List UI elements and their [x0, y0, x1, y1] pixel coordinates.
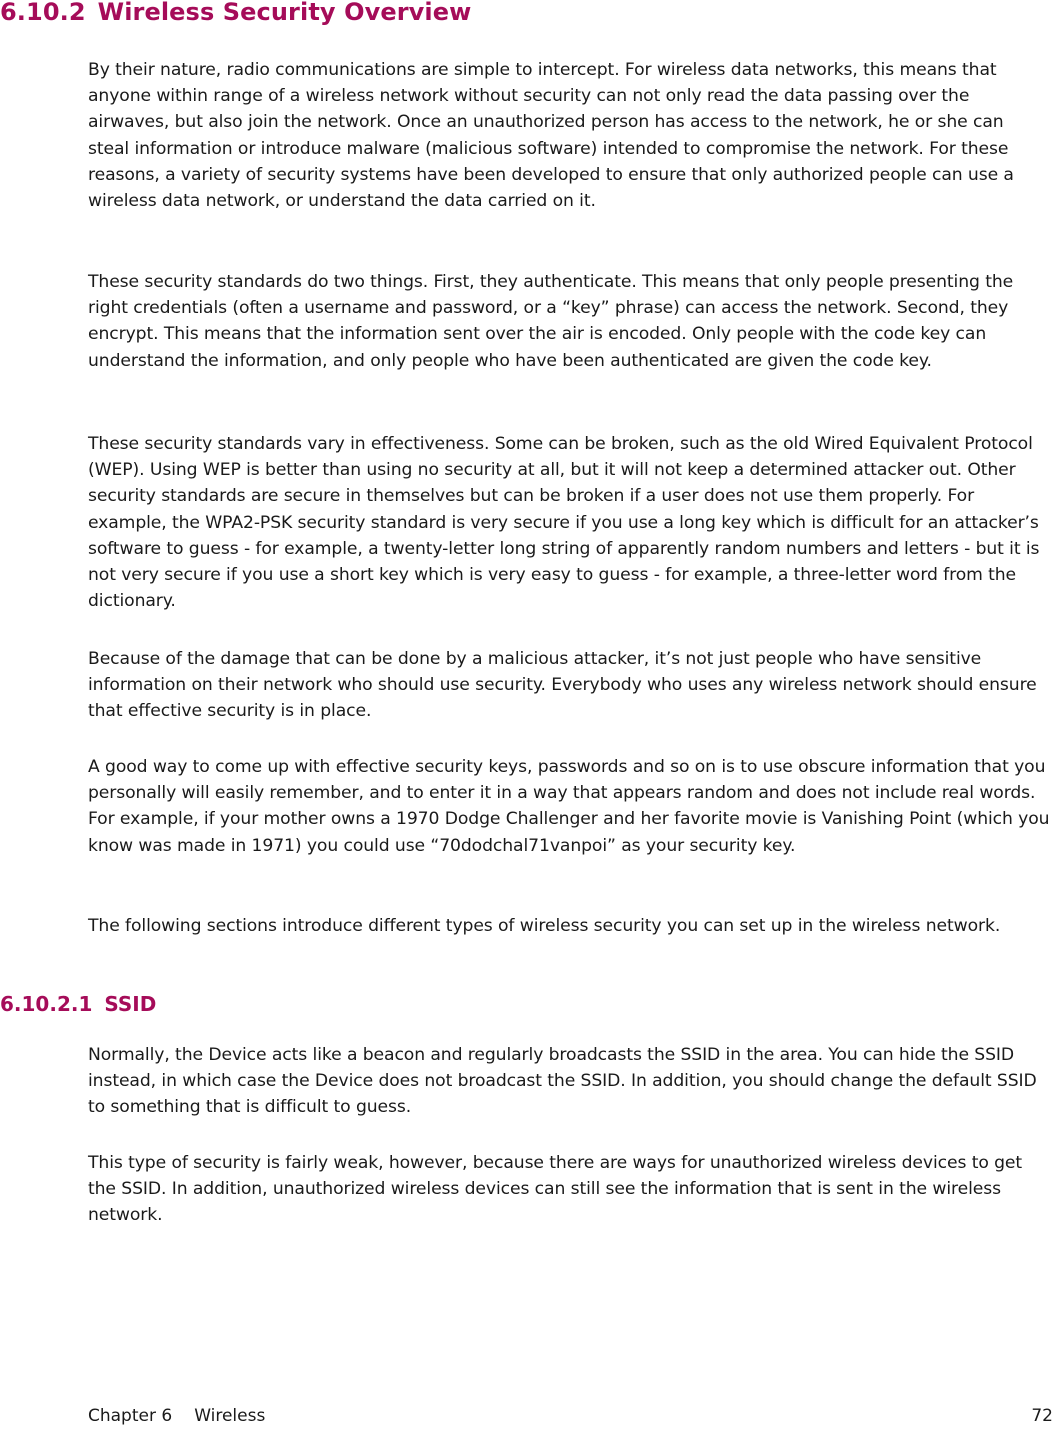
body-paragraph: By their nature, radio communications are simple to intercept. For wireless data networks, this means that anyone within range of a wireless network without security can not only read the data passing over the airwaves, but also join the network. Once an unauthorized person has access to the network, he or she can steal information or introduce malware (malicious software) intended to compromise the network. For these reasons, a variety of security systems have been developed to ensure that only authorized people can use a wireless data network, or understand the data carried on it. [88, 60, 1014, 212]
section-number: 6.10.2 [0, 0, 86, 26]
footer-chapter-title: Wireless [194, 1406, 266, 1426]
body-paragraph: These security standards do two things. First, they authenticate. This means that only people presenting the right credentials (often a username and password, or a “key” phrase) can access the network. Second, they encrypt. This means that the information sent over the air is encoded. Only people with the code key can understand the information, and only people who have been authenticated are given the code key. [88, 272, 1014, 371]
body-paragraph: The following sections introduce different types of wireless security you can set up in the wireless network. [88, 916, 1001, 936]
body-paragraph: These security standards vary in effectiveness. Some can be broken, such as the old Wired Equivalent Protocol (WEP). Using WEP is better than using no security at all, but it will not keep a determined attacker out. Other security standards are secure in themselves but can be broken if a user does not use them properly. For example, the WPA2-PSK security standard is very secure if you use a long key which is difficult for an attacker’s software to guess - for example, a twenty-letter long string of apparently random numbers and letters - but it is not very secure if you use a short key which is very easy to guess - for example, a three-letter word from the dictionary. [88, 434, 1040, 612]
subsection-number: 6.10.2.1 [0, 992, 93, 1016]
subsection-paragraph: This type of security is fairly weak, however, because there are ways for unauthorized wireless devices to get the SSID. In addition, unauthorized wireless devices can still see the information that is sent in the wireless network. [88, 1153, 1023, 1226]
subsection-heading [0, 989, 156, 1019]
page-number: 72 [1031, 1406, 1053, 1426]
body-paragraph: A good way to come up with effective security keys, passwords and so on is to use obscure information that you personally will easily remember, and to enter it in a way that appears random and does not include real words. For example, if your mother owns a 1970 Dodge Challenger and her favorite movie is Vanishing Point (which you know was made in 1971) you could use “70dodchal71vanpoi” as your security key. [88, 757, 1050, 856]
subsection-paragraph: Normally, the Device acts like a beacon and regularly broadcasts the SSID in the area. You can hide the SSID instead, in which case the Device does not broadcast the SSID. In addition, you should change the default SSID to something that is difficult to guess. [88, 1045, 1037, 1118]
subsection-title: SSID [104, 992, 157, 1016]
page-footer-chapter [88, 1404, 265, 1428]
body-paragraph: Because of the damage that can be done by a malicious attacker, it’s not just people who have sensitive information on their network who should use security. Everybody who uses any wireless network should ensure that effective security is in place. [88, 649, 1037, 722]
footer-chapter: Chapter 6 [88, 1406, 173, 1426]
section-heading [0, 0, 471, 28]
section-title: Wireless Security Overview [97, 0, 472, 26]
